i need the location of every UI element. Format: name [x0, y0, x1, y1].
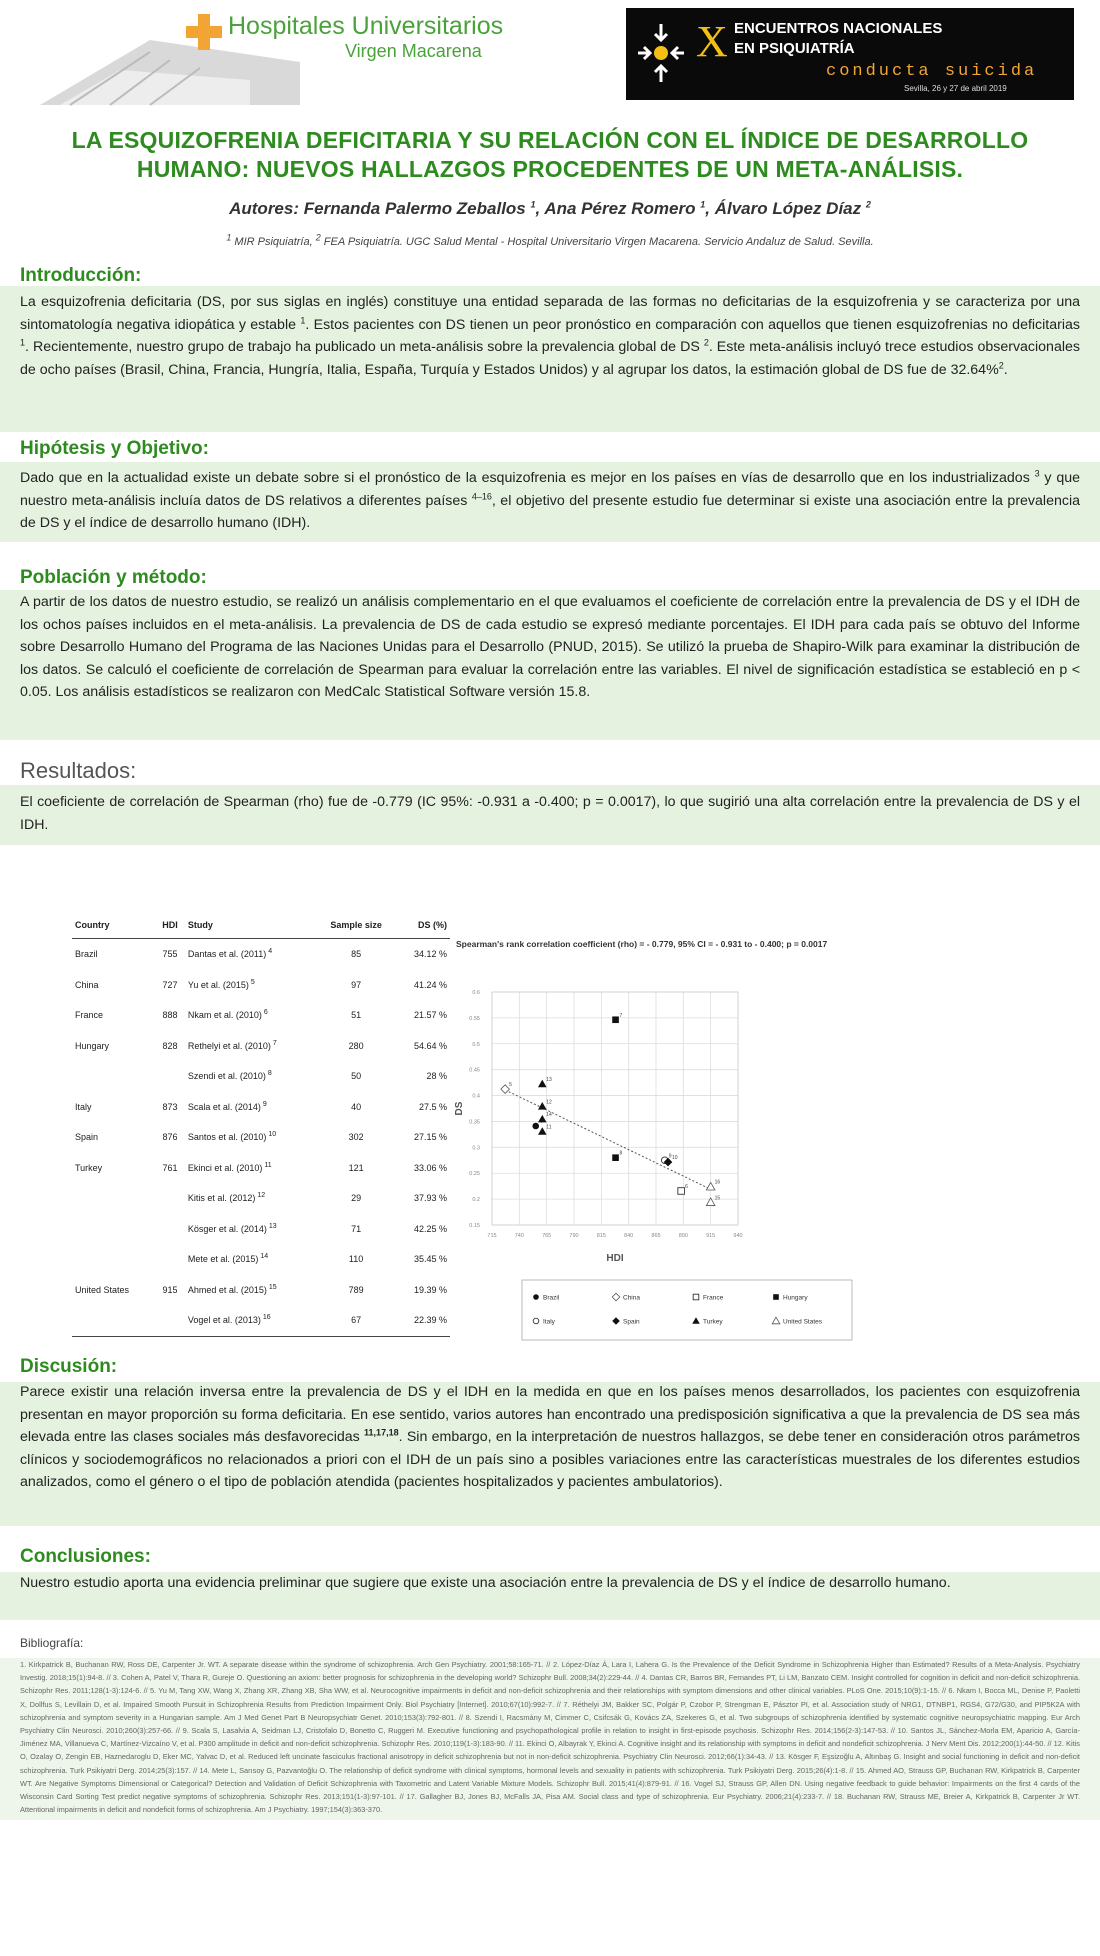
cell-country: [72, 1275, 155, 1306]
cell-country: [72, 970, 155, 1001]
affil-sup-1: 1: [226, 232, 232, 243]
poster-title: [0, 126, 1100, 184]
cell-study: [185, 1061, 316, 1092]
cell-ds-text: 37.93 %: [413, 1193, 447, 1204]
cell-country: [72, 1000, 155, 1031]
legend-label: China: [623, 1294, 640, 1302]
cell-ds: [396, 1305, 450, 1336]
cell-study: [185, 1031, 316, 1062]
cell-ds-text: 35.45 %: [413, 1254, 447, 1265]
cell-study-text: Rethelyi et al. (2010): [187, 1040, 271, 1051]
scatter-chart-svg: [452, 925, 922, 1355]
cell-study-text: Ekinci et al. (2010): [187, 1162, 263, 1173]
cell-study-ref: 9: [262, 1100, 267, 1108]
intro-ref1: 1: [300, 314, 306, 325]
y-tick-label: 0.6: [472, 990, 480, 996]
cell-sample: [316, 1061, 396, 1092]
authors-line: Autores: Fernanda Palermo Zeballos $^1$, Ana Pérez Romero $^1$, Álvaro López Díaz $^2$: [229, 199, 871, 218]
cell-ds: [396, 1092, 450, 1123]
cell-sample: [316, 939, 396, 970]
affil-sup-2: 2: [315, 232, 321, 243]
cell-hdi: [155, 970, 185, 1001]
cell-hdi: [155, 1092, 185, 1123]
cell-ds: [396, 939, 450, 970]
intro-ref1b: 1: [20, 337, 26, 348]
table-row: [72, 1122, 450, 1153]
cell-study-ref: 11: [264, 1161, 272, 1169]
cell-study-text: Kösger et al. (2014): [187, 1223, 267, 1234]
event-theme: conducta suicida: [826, 62, 1038, 81]
legend-marker: [773, 1294, 779, 1300]
data-point-label: 13: [546, 1076, 552, 1083]
data-point: [612, 1016, 619, 1023]
x-tick-label: 890: [678, 1233, 688, 1239]
event-line2: EN PSIQUIATRÍA: [734, 40, 855, 57]
table-row: [72, 1031, 450, 1062]
cell-study-text: Nkam et al. (2010): [187, 1010, 262, 1021]
x-tick-label: 865: [651, 1233, 661, 1239]
cell-ds-text: 27.15 %: [413, 1132, 447, 1143]
cell-country: [72, 1183, 155, 1214]
cell-study-text: Mete et al. (2015): [187, 1254, 259, 1265]
cell-hdi-text: 761: [162, 1162, 178, 1173]
cell-ds-text: 42.25 %: [413, 1223, 447, 1234]
col-ds: DS (%): [396, 914, 450, 939]
cell-hdi-text: 888: [162, 1010, 178, 1021]
cell-country-text: China: [75, 979, 99, 990]
cell-study-text: Dantas et al. (2011): [187, 949, 267, 960]
data-point-label: 9: [668, 1153, 672, 1160]
hyp-p2: y que nuestro meta-análisis incluía datos de DS relativos a diferentes países: [20, 470, 1080, 509]
table-row: [72, 1092, 450, 1123]
cell-sample: [316, 1092, 396, 1123]
cell-study-ref: 5: [250, 978, 255, 986]
cell-ds: [396, 1214, 450, 1245]
cell-ds-text: 27.5 %: [418, 1101, 447, 1112]
data-point-label: 12: [546, 1099, 552, 1106]
data-point-label: 15: [714, 1195, 721, 1202]
cell-sample-text: 50: [351, 1071, 362, 1082]
cell-study-ref: 4: [268, 948, 273, 956]
event-date: Sevilla, 26 y 27 de abril 2019: [904, 84, 1007, 93]
data-point-label: 14: [546, 1112, 552, 1119]
legend-box: [522, 1280, 852, 1340]
legend-label: United States: [783, 1318, 823, 1326]
legend-label: Hungary: [783, 1294, 808, 1302]
cell-study-ref: 12: [257, 1192, 266, 1200]
cell-study-ref: 7: [272, 1039, 277, 1047]
cell-sample: [316, 1122, 396, 1153]
legend-marker: [533, 1294, 539, 1300]
affiliations: [0, 232, 1100, 248]
cell-sample-text: 302: [348, 1132, 364, 1143]
cell-sample-text: 121: [348, 1162, 364, 1173]
cell-ds: [396, 1061, 450, 1092]
authors-label: Autores:: [229, 199, 300, 218]
data-point-label: 6: [685, 1183, 688, 1190]
cell-study-ref: 10: [268, 1131, 277, 1139]
hyp-ref4: 4–16: [471, 490, 492, 501]
conclusions-heading: Conclusiones:: [20, 1546, 151, 1567]
cell-sample-text: 97: [351, 979, 362, 990]
legend-label: Italy: [543, 1318, 555, 1326]
intro-p2: . Estos pacientes con DS tienen un peor pronóstico en comparación con aquellos que tienen esquizofrenias no deficitarias: [305, 316, 1080, 333]
cell-hdi-text: 876: [162, 1132, 178, 1143]
cell-study-ref: 13: [268, 1222, 277, 1230]
col-study: Study: [185, 914, 316, 939]
x-tick-label: 840: [624, 1233, 634, 1239]
hospital-name: Hospitales Universitarios: [228, 12, 504, 40]
cell-study-text: Santos et al. (2010): [187, 1132, 267, 1143]
table-row: [72, 1061, 450, 1092]
cell-country-text: United States: [75, 1284, 130, 1295]
cell-study: [185, 939, 316, 970]
cell-sample: [316, 1031, 396, 1062]
methods-heading: Población y método:: [20, 567, 207, 588]
cell-ds-text: 28 %: [426, 1071, 447, 1082]
author-2: Ana Pérez Romero: [544, 199, 696, 218]
event-line1: ENCUENTROS NACIONALES: [734, 20, 943, 37]
cell-study-ref: 14: [260, 1253, 269, 1261]
intro-ref2: 2: [703, 337, 709, 348]
data-point: [532, 1123, 539, 1130]
col-hdi: HDI: [155, 914, 185, 939]
intro-p5: .: [1003, 361, 1008, 378]
col-sample: Sample size: [316, 914, 396, 939]
cell-study: [185, 1000, 316, 1031]
cell-study: [185, 1092, 316, 1123]
cell-country: [72, 1092, 155, 1123]
hyp-p3: , el objetivo del presente estudio fue determinar si existe una asociación entre la prevalencia de DS y el índice de desarrollo humano (IDH).: [20, 492, 1080, 532]
intro-heading: Introducción:: [20, 265, 142, 286]
cell-study-text: Kitis et al. (2012): [187, 1193, 256, 1204]
disc-refs: 11,17,18: [364, 1427, 399, 1438]
intro-p3: . Recientemente, nuestro grupo de trabajo ha publicado un meta-análisis sobre la prevalencia global de DS: [25, 339, 700, 356]
event-logo: [626, 8, 1074, 100]
cell-hdi-text: 727: [162, 979, 178, 990]
legend-label: Turkey: [703, 1318, 723, 1326]
col-country: Country: [72, 914, 155, 939]
cell-ds: [396, 970, 450, 1001]
y-tick-label: 0.3: [472, 1145, 480, 1152]
hyp-ref3: 3: [1034, 468, 1040, 479]
cell-study: [185, 1244, 316, 1275]
cell-ds-text: 54.64 %: [413, 1040, 447, 1051]
cell-hdi-text: 755: [162, 949, 178, 960]
table-row: [72, 970, 450, 1001]
cell-study: [185, 1153, 316, 1184]
cell-sample-text: 789: [348, 1284, 364, 1295]
plot-frame: [492, 992, 738, 1225]
cell-hdi: [155, 1000, 185, 1031]
bibliography-text: 1. Kirkpatrick B, Buchanan RW, Ross DE, Carpenter Jr. WT. A separate disease within the syndrome of schizophrenia. Arch Gen Psychiatry. 2001;58:165-71. // 2. López-Díaz Á, Lara I, Lahera G. Is the Prevalence of the Deficit Syndrome in Schizophrenia Higher than Estimated? Results of a Meta-Analysis. Psychiatry Investig. 2018;15(1):94-8. // 3. Cohen A, Patel V, Thara R, Gureje O. Questioning an axiom: better prognosis for schizophrenia in the developing world? Schizophr Bull. 2008;34(2):229-44. // 4. Dantas CR, Barros BR, Fernandes PT, Li LM, Banzato CEM. Insight controlled for cognition in deficit and non-deficit schizophrenia. Schizophr Res. 2011;128(1-3):124-6. // 5. Yu M, Tang XW, Wang X, Zhang XR, Zhang XB, Sha WW, et al. Neurocognitive impairments in deficit and non-deficit schizophrenia and their relationships with symptom dimensions and other clinical variables. PLoS One. 2015;10(9):1-15. // 6. Nkam I, Bocca ML, Denise P, Paoletti X, Dollfus S, Levillain D, et al. Impaired Smooth Pursuit in Schizophrenia Results from Prediction Impairment Only. Biol Psychiatry [Internet]. 2010;67(10):992-7. // 7. Réthelyi JM, Bakker SC, Polgár P, Czobor P, Strengman E, Pásztor PI, et al. Association study of NRG1, DTNBP1, RGS4, G72/G30, and PIP5K2A with schizophrenia and symptom severity in a Hungarian sample. Am J Med Genet Part B Neuropsychiatr Genet. 2010;153(3):792-801. // 8. Szendi I, Racsmány M, Cimmer C, Csifcsák G, Kovács ZA, Szekeres G, et al. Two subgroups of schizophrenia identified by systematic cognitive neuropsychiatric mapping. Eur Arch Psychiatry Clin Neurosci. 2010;260(3):257-66. // 9. Scala S, Lasalvia A, Seidman LJ, Cristofalo D, Bonetto C, Ruggeri M. Executive functioning and psychopathological profile in relation to insight in first-episode psychosis. Schizophr Res. 2014;156(2-3):147-53. // 10. Santos JL, Sánchez-Morla EM, Aparicio A, García-Jiménez MA, Villanueva C, Martínez-Vizcaíno V, et al. P300 amplitude in deficit and non-deficit schizophrenia. Schizophr Res. 2010;119(1-3):183-90. // 11. Ekinci O, Albayrak Y, Ekinci A. Cognitive insight and its relationship with symptoms in deficit and nondeficit schizophrenia. J Nerv Ment Dis. 2012;200(1):44-50. // 12. Kitis O, Ozalay O, Zengin EB, Haznedaroglu D, Eker MC, Yalvac D, et al. Reduced left uncinate fasciculus fractional anisotropy in deficit schizophrenia but not in non-deficit schizophrenia. Psychiatry Clin Neurosci. 2012;66(1):34-43. // 13. Kösger F, Eşsizoğlu A, Altınbaş G. Insight and social functioning in deficit and non-deficit schizophrenia. Turk Psikiyatri Derg. 2014;25(3):157. // 14. Mete L, Sarısoy G, Pazvantoğlu O. The relationship of deficit syndrome with clinical symptoms, hormonal levels and sexuality in patients with schizophrenia. Turk Psikiyatri Derg. 2015;26(4):1-8. // 15. Ahmed AO, Strauss GP, Buchanan RW, Kirkpatrick B, Carpenter WT. Are Negative Symptoms Dimensional or Categorical? Detection and Validation of Deficit Schizophrenia with Taxometric and Latent Variable Mixture Models. Schizophr Bull. 2015;41(4):879-91. // 16. Vogel SJ, Strauss GP, Allen DN. Using negative feedback to guide behavior: Impairments on the first 4 cards of the Wisconsin Card Sorting Test predict negative symptoms of schizophrenia. Schizophr Res. 2013;151(1-3):97-101. // 17. Gallagher BJ, Jones BJ, McFalls JA, Pisa AM. Social class and type of schizophrenia. Eur Psychiatry. 2006;21(4):233-7. // 18. Buchanan RW, Strauss ME, Breier A, Kirkpatrick B, Carpenter Jr WT. Attentional impairments in deficit and nondeficit forms of schizophrenia. Am J Psychiatry. 1997;154(3):363-370.: [20, 1660, 1080, 1815]
data-point: [678, 1188, 685, 1195]
intro-p1: La esquizofrenia deficitaria (DS, por sus siglas en inglés) constituye una entidad separada de las formas no deficitarias de la esquizofrenia y se caracteriza por una sintomatología negativa idiopática y estable: [20, 294, 1080, 333]
x-tick-label: 765: [542, 1233, 552, 1239]
y-tick-label: 0.45: [469, 1067, 480, 1074]
data-point-label: 16: [714, 1179, 721, 1186]
cell-hdi: [155, 1122, 185, 1153]
disc-p2: . Sin embargo, en la interpretación de nuestros hallazgos, se debe tener en consideración otros parámetros clínicos y sociodemográficos no relacionados a priori con el IDH de un país sino a posibles variaciones entre las características muestrales de los diferentes estudios analizados, como el género o el tipo de población atendida (pacientes hospitalizados y pacientes ambulatorios).: [20, 1429, 1080, 1491]
hospital-logo: [0, 0, 520, 112]
cell-ds: [396, 1122, 450, 1153]
cell-hdi: [155, 1153, 185, 1184]
cell-ds: [396, 1275, 450, 1306]
cell-country: [72, 1244, 155, 1275]
table-row: [72, 1000, 450, 1031]
compass-arrows-icon: [636, 22, 686, 84]
cell-study-text: Scala et al. (2014): [187, 1101, 261, 1112]
author-3-sup: 2: [865, 199, 871, 210]
legend-label: Brazil: [543, 1294, 560, 1302]
author-2-sup: 1: [700, 199, 706, 210]
x-tick-label: 715: [487, 1233, 497, 1239]
cell-sample-text: 71: [351, 1223, 362, 1234]
cell-study-text: Vogel et al. (2013): [187, 1315, 261, 1326]
cell-hdi: [155, 1061, 185, 1092]
cell-sample-text: 110: [348, 1254, 364, 1265]
data-point-label: 7: [619, 1012, 623, 1019]
cell-study: [185, 1214, 316, 1245]
cell-sample-text: 29: [351, 1193, 362, 1204]
affil-text-2: FEA Psiquiatría. UGC Salud Mental - Hospital Universitario Virgen Macarena. Servicio Andaluz de Salud. Sevilla.: [323, 236, 874, 248]
cell-country: [72, 1214, 155, 1245]
author-1-sup: 1: [530, 199, 536, 210]
data-point-label: 5: [509, 1082, 512, 1089]
cell-country-text: Brazil: [75, 949, 98, 960]
y-tick-label: 0.4: [472, 1093, 480, 1100]
cell-ds-text: 34.12 %: [413, 949, 447, 960]
cell-ds: [396, 1031, 450, 1062]
cell-hdi: [155, 1183, 185, 1214]
cell-hdi: [155, 1244, 185, 1275]
cell-study-text: Yu et al. (2015): [187, 979, 249, 990]
table-row: [72, 1153, 450, 1184]
cell-country: [72, 1061, 155, 1092]
x-tick-label: 815: [596, 1233, 606, 1239]
cell-country-text: Spain: [75, 1132, 99, 1143]
cell-hdi-text: 873: [162, 1101, 178, 1112]
x-tick-label: 790: [569, 1233, 579, 1239]
data-point-label: 10: [672, 1155, 678, 1162]
x-axis-label: HDI: [606, 1253, 624, 1264]
cell-study: [185, 1275, 316, 1306]
intro-ref2b: 2: [998, 360, 1004, 371]
author-3: Álvaro López Díaz: [714, 199, 862, 218]
hypothesis-heading: Hipótesis y Objetivo:: [20, 438, 209, 459]
cell-ds: [396, 1183, 450, 1214]
cell-study-ref: 16: [262, 1314, 271, 1322]
methods-text: A partir de los datos de nuestro estudio, se realizó un análisis complementario en el que evaluamos el coeficiente de correlación entre la prevalencia de DS y el IDH de los ochos países incluidos en el meta-análisis. La prevalencia de DS de cada estudio se expresó mediante porcentajes. El IDH para cada país se obtuvo del Informe sobre Desarrollo Humano del Programa de las Naciones Unidas para el Desarrollo (PNUD, 2015). Se utilizó la prueba de Shapiro-Wilk para examinar la distribución de los datos. Se calculó el coeficiente de correlación de Spearman para evaluar la correlación entre las variables. El nivel de significación estadística se estableció en p < 0.05. Los análisis estadísticos se realizaron con MedCalc Statistical Software versión 15.8.: [20, 594, 1080, 701]
cell-sample: [316, 1275, 396, 1306]
table-row: [72, 1305, 450, 1336]
cell-study-text: Ahmed et al. (2015): [187, 1284, 267, 1295]
cell-sample: [316, 1000, 396, 1031]
y-axis-label: DS: [454, 1101, 465, 1116]
hyp-p1: Dado que en la actualidad existe un debate sobre si el pronóstico de la esquizofrenia es mejor en los países en vías de desarrollo que en los industrializados: [20, 470, 1030, 486]
cell-ds-text: 22.39 %: [413, 1315, 447, 1326]
cell-sample: [316, 1214, 396, 1245]
cell-study: [185, 1305, 316, 1336]
table-row: [72, 1214, 450, 1245]
discussion-heading: Discusión:: [20, 1356, 118, 1377]
cell-sample: [316, 1305, 396, 1336]
cell-sample: [316, 1244, 396, 1275]
title-line-1: LA ESQUIZOFRENIA DEFICITARIA Y SU RELACIÓN CON EL ÍNDICE DE DESARROLLO: [71, 127, 1029, 153]
cell-hdi: [155, 1305, 185, 1336]
y-tick-label: 0.5: [472, 1041, 480, 1048]
cell-hdi-text: 915: [162, 1284, 178, 1295]
table-row: [72, 1244, 450, 1275]
legend-marker: [693, 1294, 699, 1300]
cell-sample-text: 85: [351, 949, 362, 960]
cell-ds-text: 19.39 %: [413, 1284, 447, 1295]
cell-sample-text: 280: [348, 1040, 364, 1051]
cell-study-ref: 6: [263, 1009, 268, 1017]
cell-country-text: Italy: [75, 1101, 92, 1112]
cell-hdi: [155, 939, 185, 970]
cell-country: [72, 1153, 155, 1184]
cell-study: [185, 1122, 316, 1153]
data-point-label: 8: [619, 1150, 623, 1157]
event-roman: X: [696, 17, 728, 66]
cell-country-text: Hungary: [75, 1040, 110, 1051]
cell-ds: [396, 1244, 450, 1275]
cell-country: [72, 1031, 155, 1062]
cell-country: [72, 1305, 155, 1336]
affil-text-1: MIR Psiquiatría,: [234, 236, 313, 248]
scatter-chart: [452, 925, 922, 1355]
discussion-text: [20, 1381, 1080, 1494]
cell-hdi-text: 828: [162, 1040, 178, 1051]
cell-study: [185, 970, 316, 1001]
cell-ds-text: 41.24 %: [413, 979, 447, 990]
x-tick-label: 915: [706, 1233, 716, 1239]
trend-line: [505, 1090, 711, 1189]
cell-ds: [396, 1153, 450, 1184]
cell-ds-text: 33.06 %: [413, 1162, 447, 1173]
cell-study-ref: 8: [267, 1070, 272, 1078]
cell-sample-text: 51: [351, 1010, 362, 1021]
x-tick-label: 940: [733, 1233, 743, 1239]
author-1: Fernanda Palermo Zeballos: [303, 199, 526, 218]
title-line-2: HUMANO: NUEVOS HALLAZGOS PROCEDENTES DE UN META-ANÁLISIS.: [136, 156, 964, 182]
y-tick-label: 0.35: [469, 1119, 480, 1126]
cell-sample-text: 40: [351, 1101, 362, 1112]
results-text: El coeficiente de correlación de Spearman (rho) fue de -0.779 (IC 95%: -0.931 a -0.400; p = 0.0017), lo que sugirió una alta correlación entre la prevalencia de DS y el IDH.: [20, 794, 1080, 833]
legend-label: France: [703, 1294, 724, 1302]
cell-sample-text: 67: [351, 1315, 362, 1326]
legend-label: Spain: [623, 1318, 640, 1326]
intro-text: [20, 291, 1080, 381]
hospital-subname: Virgen Macarena: [345, 41, 482, 61]
disc-p1: Parece existir una relación inversa entre la prevalencia de DS y el IDH en la medida en que en los países menos desarrollados, los pacientes con esquizofrenia presentan en mayor proporción su forma deficitaria. En ese sentido, varios autores han encontrado una predisposición significativa a que la prevalencia de DS sea más elevada entre las clases sociales más desfavorecidas: [20, 1384, 1080, 1446]
cell-study-text: Szendi et al. (2010): [187, 1071, 266, 1082]
intro-p4: . Este meta-análisis incluyó trece estudios observacionales de ocho países (Brasil, China, Francia, Hungría, Italia, España, Turquía y Estados Unidos) y al agrupar los datos, la estimación global de DS fue de 32.64%: [20, 339, 1080, 378]
y-tick-label: 0.25: [469, 1171, 480, 1178]
table-row: [72, 1275, 450, 1306]
data-point: [612, 1154, 619, 1161]
cell-ds-text: 21.57 %: [413, 1010, 447, 1021]
cell-hdi: [155, 1214, 185, 1245]
cell-country-text: Turkey: [75, 1162, 103, 1173]
studies-table: [72, 914, 450, 1337]
table-row: [72, 939, 450, 970]
cell-sample: [316, 970, 396, 1001]
bibliography-heading: Bibliografía:: [20, 1636, 84, 1650]
x-tick-label: 740: [514, 1233, 524, 1239]
chart-title: Spearman's rank correlation coefficient (rho) = - 0.779, 95% CI = - 0.931 to - 0.400; p = 0.0017: [456, 939, 828, 949]
cell-country: [72, 939, 155, 970]
conclusions-text: Nuestro estudio aporta una evidencia preliminar que sugiere que existe una asociación entre la prevalencia de DS y el índice de desarrollo humano.: [20, 1575, 951, 1591]
cell-hdi: [155, 1031, 185, 1062]
cell-study-ref: 15: [268, 1283, 277, 1291]
cell-sample: [316, 1153, 396, 1184]
y-tick-label: 0.15: [469, 1223, 480, 1229]
hypothesis-text: [20, 467, 1080, 535]
cell-country: [72, 1122, 155, 1153]
legend-marker: [533, 1318, 539, 1324]
table-body: [72, 939, 450, 1337]
cell-study: [185, 1183, 316, 1214]
cell-hdi: [155, 1275, 185, 1306]
cell-ds: [396, 1000, 450, 1031]
results-heading: Resultados:: [20, 758, 137, 783]
cell-sample: [316, 1183, 396, 1214]
cell-country-text: France: [75, 1010, 104, 1021]
table-row: [72, 1183, 450, 1214]
data-point-label: 11: [546, 1124, 552, 1131]
y-tick-label: 0.55: [469, 1015, 480, 1022]
y-tick-label: 0.2: [472, 1197, 480, 1204]
